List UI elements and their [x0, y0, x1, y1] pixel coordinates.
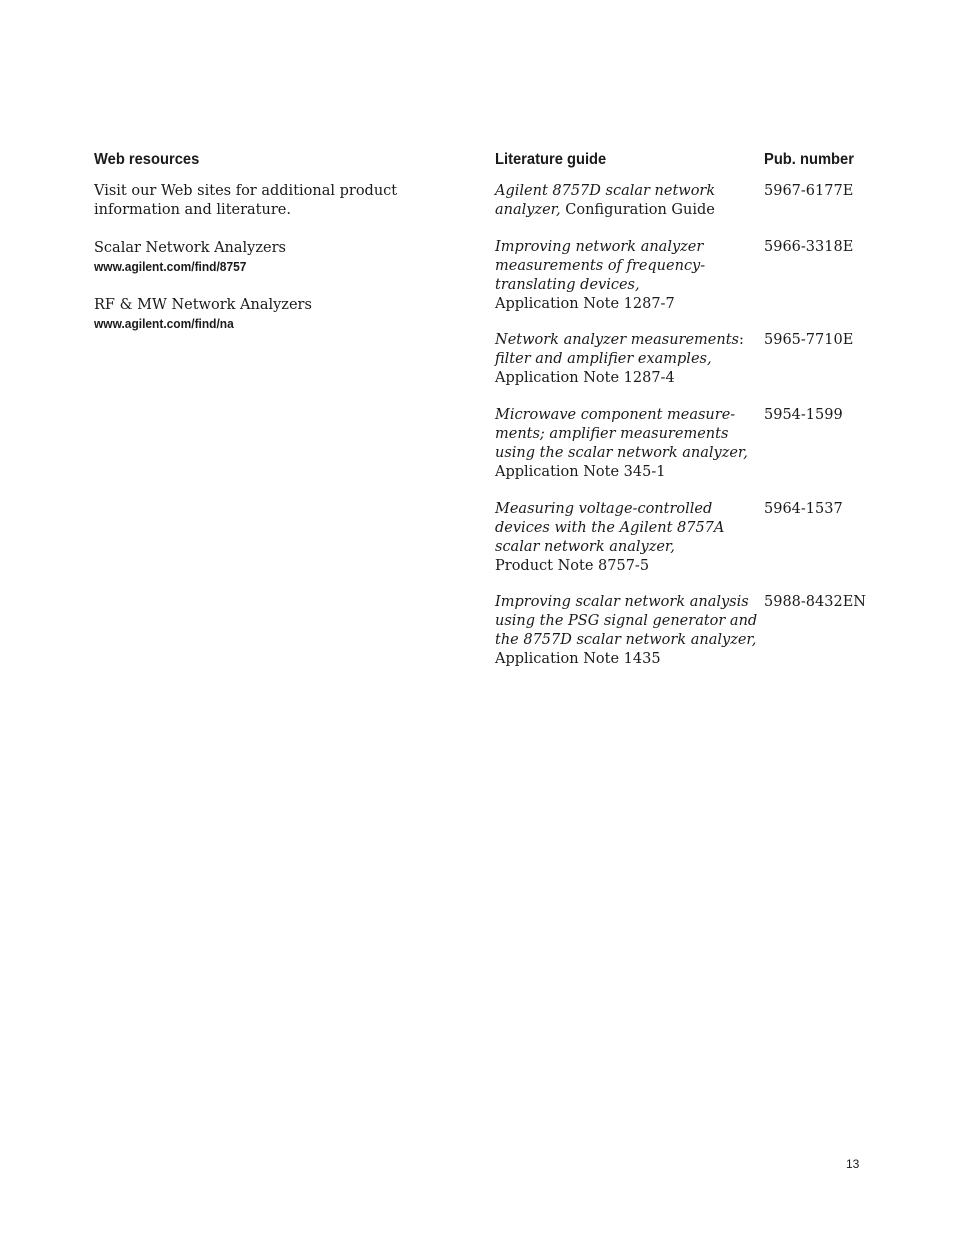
web-intro-line: Visit our Web sites for additional product	[94, 183, 398, 199]
literature-note-text: Product Note 8757-5	[495, 558, 650, 574]
literature-entry-line	[495, 350, 760, 369]
literature-entry-line	[495, 201, 760, 220]
literature-note-text: :	[739, 332, 744, 348]
literature-entry-line	[495, 425, 760, 444]
literature-title-text: devices with the Agilent 8757A	[495, 520, 725, 536]
literature-entry-line	[495, 369, 760, 388]
literature-title-text: measurements of frequency-	[495, 258, 706, 274]
literature-title-text: Measuring voltage-controlled	[495, 501, 713, 517]
literature-title-text: Improving network analyzer	[495, 239, 704, 255]
literature-title-text: Agilent 8757D scalar network	[495, 183, 716, 199]
page-number: 13	[846, 1157, 860, 1171]
literature-entry-line	[495, 238, 760, 257]
literature-title-text: Network analyzer measurements	[495, 332, 739, 348]
scalar-url-link[interactable]: www.agilent.com/find/8757	[94, 259, 247, 274]
pub-number: 5964-1537	[764, 501, 843, 517]
literature-entry	[495, 182, 760, 220]
literature-entry-line	[495, 612, 760, 631]
pub-number: 5965-7710E	[764, 332, 854, 348]
literature-note-text: Application Note 1435	[495, 651, 661, 667]
literature-entry-line	[495, 650, 760, 669]
literature-title-text: using the PSG signal generator and	[495, 613, 758, 629]
literature-title-text: scalar network analyzer,	[495, 539, 675, 555]
literature-entry-line	[495, 182, 760, 201]
pub-number: 5954-1599	[764, 407, 843, 423]
literature-entry	[495, 500, 760, 576]
literature-title-text: ments; amplifier measurements	[495, 426, 729, 442]
literature-note-text: Application Note 345-1	[495, 464, 666, 480]
literature-entry-line	[495, 538, 760, 557]
literature-note-text: Configuration Guide	[560, 202, 715, 218]
literature-title-text: filter and amplifier examples,	[495, 351, 712, 367]
literature-entry-line	[495, 276, 760, 295]
web-intro-line: information and literature.	[94, 202, 291, 218]
literature-entry-line	[495, 257, 760, 276]
literature-guide-heading: Literature guide	[495, 151, 607, 168]
literature-title-text: Improving scalar network analysis	[495, 594, 749, 610]
literature-title-text: the 8757D scalar network analyzer,	[495, 632, 757, 648]
literature-title-text: analyzer,	[495, 202, 561, 218]
pub-number-heading: Pub. number	[764, 151, 854, 168]
literature-entry-line	[495, 519, 760, 538]
literature-entry	[495, 593, 760, 669]
literature-entry-line	[495, 444, 760, 463]
literature-entry	[495, 238, 760, 314]
rfmw-label: RF & MW Network Analyzers	[94, 297, 312, 313]
web-intro-text	[94, 182, 414, 220]
pub-number: 5966-3318E	[764, 239, 854, 255]
rfmw-url-link[interactable]: www.agilent.com/find/na	[94, 316, 234, 331]
literature-entry	[495, 331, 760, 388]
literature-entry-line	[495, 500, 760, 519]
literature-entry-line	[495, 593, 760, 612]
web-resources-heading: Web resources	[94, 151, 200, 168]
scalar-label: Scalar Network Analyzers	[94, 240, 286, 256]
literature-entry-line	[495, 463, 760, 482]
literature-entry-line	[495, 331, 760, 350]
literature-entry	[495, 406, 760, 482]
literature-entry-line	[495, 557, 760, 576]
literature-title-text: translating devices,	[495, 277, 640, 293]
literature-note-text: Application Note 1287-4	[495, 370, 675, 386]
pub-number: 5988-8432EN	[764, 594, 866, 610]
literature-entry-line	[495, 631, 760, 650]
literature-title-text: Microwave component measure-	[495, 407, 736, 423]
pub-number: 5967-6177E	[764, 183, 854, 199]
literature-entry-line	[495, 295, 760, 314]
literature-title-text: using the scalar network analyzer,	[495, 445, 748, 461]
literature-note-text: Application Note 1287-7	[495, 296, 675, 312]
literature-entry-line	[495, 406, 760, 425]
